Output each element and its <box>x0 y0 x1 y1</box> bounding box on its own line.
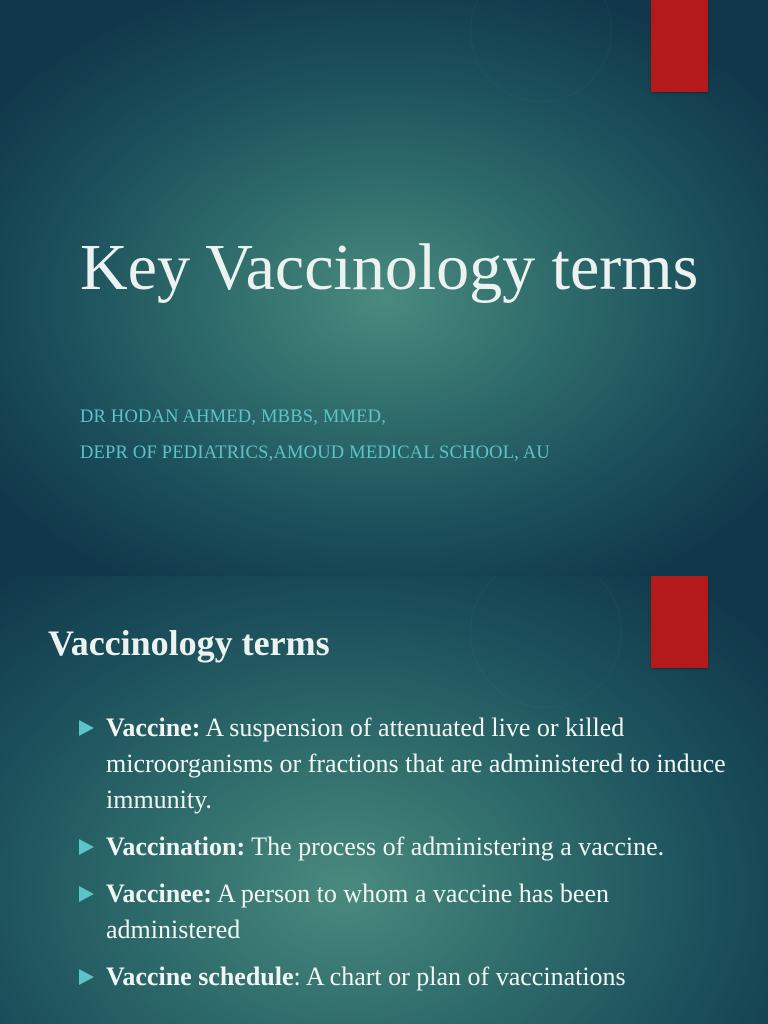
bullet-list <box>77 710 737 1006</box>
accent-bar <box>651 0 708 92</box>
triangle-right-icon <box>79 720 94 736</box>
author-line: DR HODAN AHMED, MBBS, MMED, <box>80 407 387 427</box>
triangle-right-icon <box>79 839 94 855</box>
term-definition: A suspension of attenuated live or killed microorganisms or fractions that are administered to induce immunity. <box>106 713 726 814</box>
triangle-right-icon <box>79 886 94 902</box>
list-item <box>77 876 737 948</box>
term-label: Vaccine: <box>106 713 201 742</box>
term-label: Vaccination: <box>106 832 246 861</box>
accent-bar <box>651 576 708 668</box>
list-item <box>77 829 737 865</box>
term-definition: : A chart or plan of vaccinations <box>293 962 626 991</box>
triangle-right-icon <box>79 969 94 985</box>
decorative-circle <box>470 576 622 708</box>
term-definition: The process of administering a vaccine. <box>245 832 665 861</box>
term-label: Vaccinee: <box>106 879 212 908</box>
slide-heading: Vaccinology terms <box>48 623 330 663</box>
slide-title: Key Vaccinology terms <box>80 231 699 304</box>
list-item <box>77 710 737 818</box>
department-line: DEPR OF PEDIATRICS,AMOUD MEDICAL SCHOOL, AU <box>80 443 550 463</box>
decorative-circle <box>470 0 612 102</box>
list-item <box>77 959 737 995</box>
content-slide <box>0 576 768 1024</box>
term-label: Vaccine schedule <box>106 962 294 991</box>
term-definition: A person to whom a vaccine has been administered <box>106 879 610 944</box>
